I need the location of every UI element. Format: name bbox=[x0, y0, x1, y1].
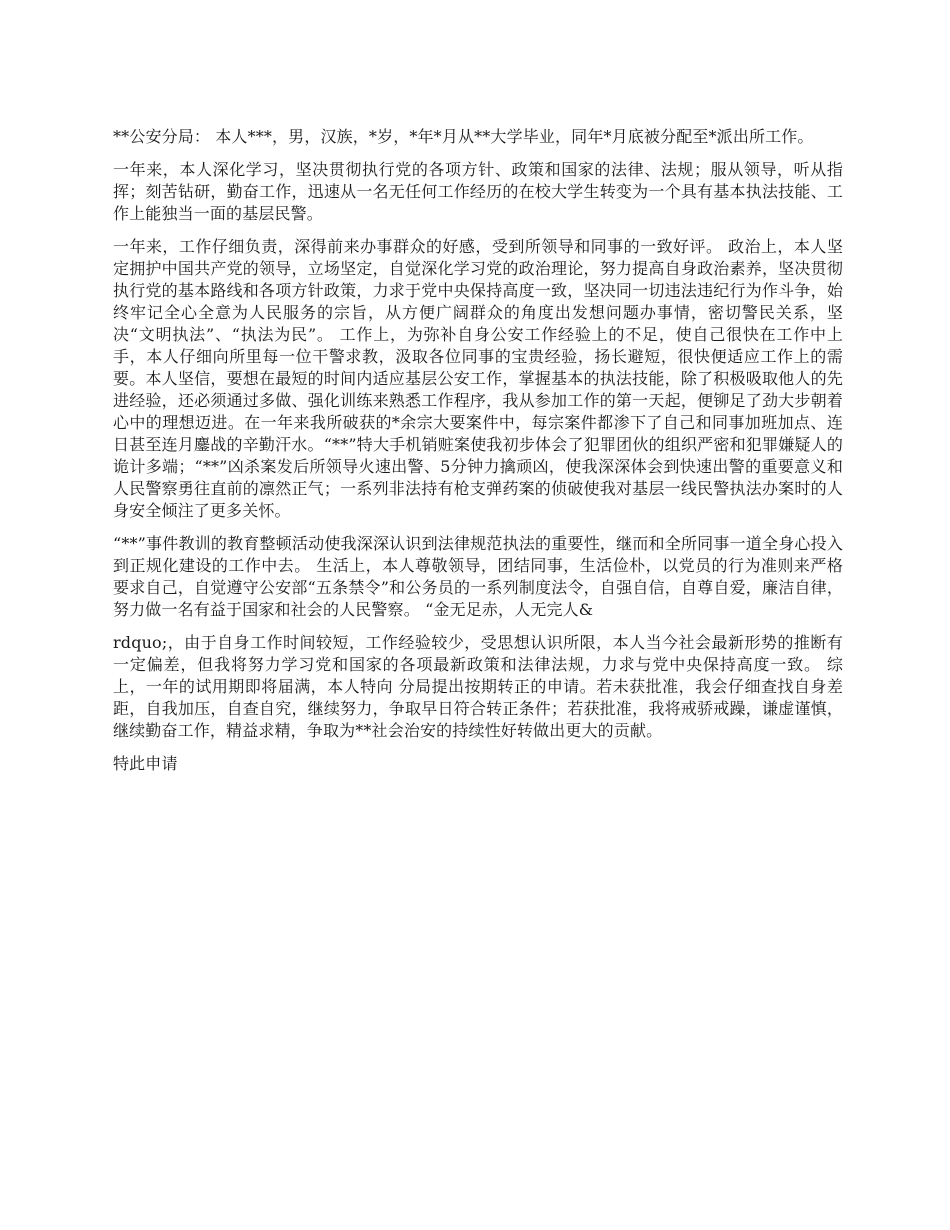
paragraph-life: “**”事件教训的教育整顿活动使我深深认识到法律规范执法的重要性，继而和全所同事一道全身心投入到正规化建设的工作中去。 生活上，本人尊敬领导，团结同事，生活俭朴，以党员的行为准则来严格要求自己，自觉遵守公安部“五条禁令”和公务员的一系列制度法令，自强自信，自尊自爱，廉洁自律，努力做一名有益于国家和社会的人民警察。 “金无足赤，人无完人& bbox=[113, 534, 843, 619]
paragraph-salutation: **公安分局： 本人***，男，汉族，*岁，*年*月从**大学毕业，同年*月底被分配至*派出所工作。 bbox=[113, 127, 814, 146]
document-body bbox=[113, 126, 843, 775]
paragraph-work-politics: 一年来，工作仔细负责，深得前来办事群众的好感，受到所领导和同事的一致好评。 政治上，本人坚定拥护中国共产党的领导，立场坚定，自觉深化学习党的政治理论，努力提高自身政治素养，坚决贯彻执行党的基本路线和各项方针政策，力求于党中央保持高度一致，坚决同一切违法违纪行为作斗争，始终牢记全心全意为人民服务的宗旨，从方便广阔群众的角度出发想问题办事情，密切警民关系，坚决“文明执法”、“执法为民”。 工作上，为弥补自身公安工作经验上的不足，使自己很快在工作中上手，本人仔细向所里每一位干警求教，汲取各位同事的宝贵经验，扬长避短，很快便适应工作上的需要。本人坚信，要想在最短的时间内适应基层公安工作，掌握基本的执法技能，除了积极吸取他人的先进经验，还必须通过多做、强化训练来熟悉工作程序，我从参加工作的第一天起，便铆足了劲大步朝着心中的理想迈进。在一年来我所破获的*余宗大要案件中，每宗案件都渗下了自己和同事加班加点、连日甚至连月鏖战的辛勤汗水。“**”特大手机销赃案使我初步体会了犯罪团伙的组织严密和犯罪嫌疑人的诡计多端；“**”凶杀案发后所领导火速出警、5分钟力擒顽凶，使我深深体会到快速出警的重要意义和人民警察勇往直前的凛然正气；一系列非法持有枪支弹药案的侦破使我对基层一线民警执法办案时的人身安全倾注了更多关怀。 bbox=[113, 237, 843, 520]
paragraph-closing: 特此申请 bbox=[113, 754, 178, 773]
paragraph-shortcomings-request: rdquo;，由于自身工作时间较短，工作经验较少，受思想认识所限，本人当今社会最新形势的推断有一定偏差，但我将努力学习党和国家的各项最新政策和法律法规，力求与党中央保持高度一致。 综上，一年的试用期即将届满，本人特向 分局提出按期转正的申请。若未获批准，我会仔细查找自身差距，自我加压，自查自究，继续努力，争取早日符合转正条件；若获批准，我将戒骄戒躁，谦虚谨慎，继续勤奋工作，精益求精，争取为**社会治安的持续性好转做出更大的贡献。 bbox=[113, 633, 843, 740]
paragraph-study: 一年来，本人深化学习，坚决贯彻执行党的各项方针、政策和国家的法律、法规；服从领导，听从指挥；刻苦钻研，勤奋工作，迅速从一名无任何工作经历的在校大学生转变为一个具有基本执法技能、工作上能独当一面的基层民警。 bbox=[113, 160, 843, 223]
